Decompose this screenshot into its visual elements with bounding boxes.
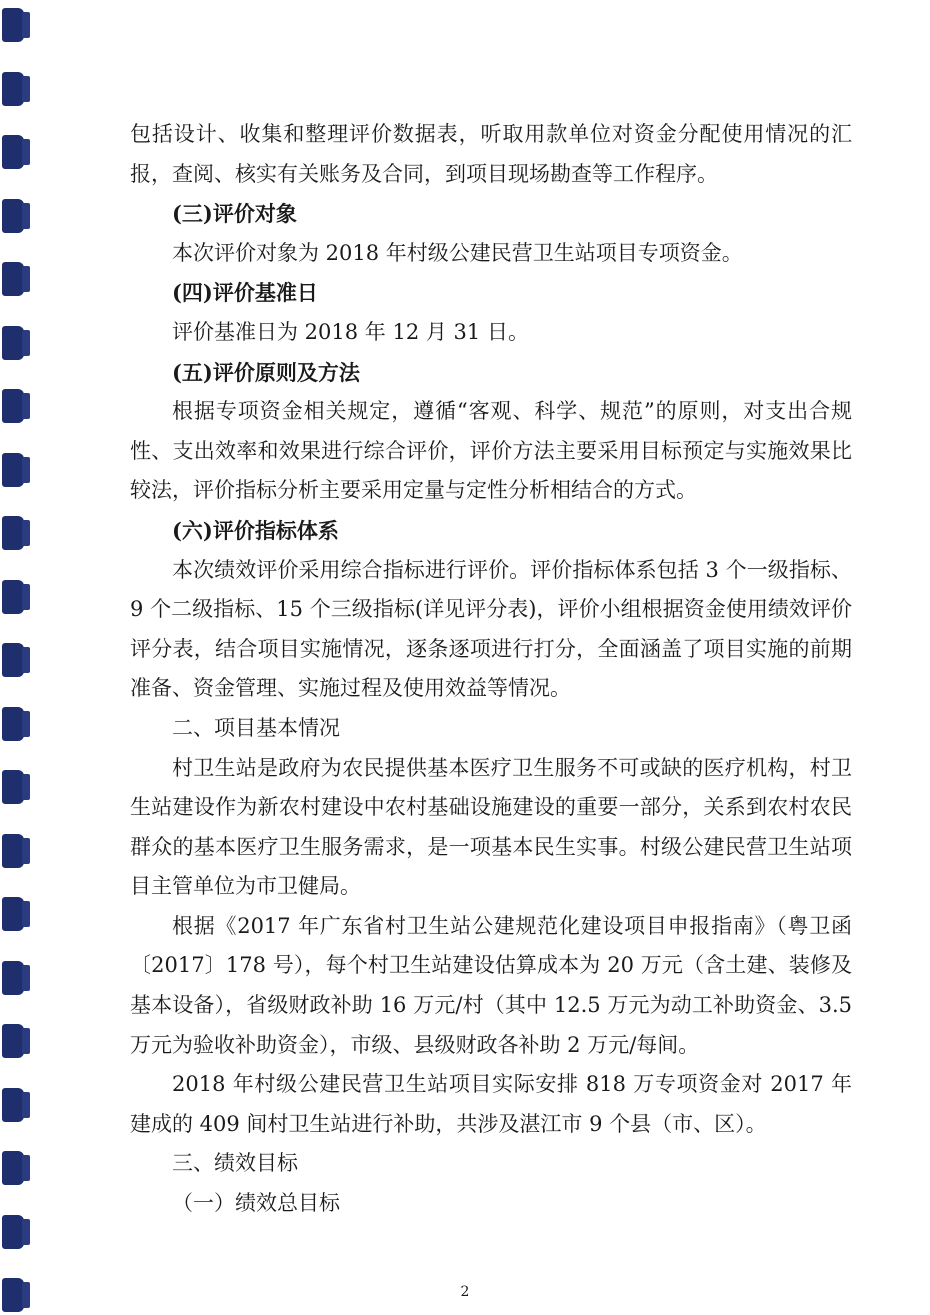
binding-ring xyxy=(2,770,24,804)
paragraph: 村卫生站是政府为农民提供基本医疗卫生服务不可或缺的医疗机构，村卫生站建设作为新农村建设中农村基础设施建设的重要一部分，关系到农村农民群众的基本医疗卫生服务需求，是一项基本民生实事。村级公建民营卫生站项目主管单位为市卫健局。 xyxy=(130,755,852,899)
binding-ring xyxy=(2,1151,24,1185)
binding-ring xyxy=(2,8,24,42)
section-heading-indicator-system: (六)评价指标体系 xyxy=(172,517,339,543)
binding-ring xyxy=(2,199,24,233)
binding-ring xyxy=(2,262,24,296)
section-heading-principles-methods: (五)评价原则及方法 xyxy=(172,359,360,385)
paragraph: 根据专项资金相关规定，遵循“客观、科学、规范”的原则，对支出合规性、支出效率和效果进行综合评价，评价方法主要采用目标预定与实施效果比较法，评价指标分析主要采用定量与定性分析相结合的方式。 xyxy=(130,399,852,503)
binding-ring xyxy=(2,72,24,106)
binding-ring xyxy=(2,1088,24,1122)
binding-ring xyxy=(2,516,24,550)
binding-ring xyxy=(2,580,24,614)
section-heading-evaluation-object: (三)评价对象 xyxy=(172,201,297,227)
binding-ring xyxy=(2,897,24,931)
paragraph: 评价基准日为 2018 年 12 月 31 日。 xyxy=(172,319,529,344)
section-heading-overall-goal: （一）绩效总目标 xyxy=(172,1191,340,1216)
section-heading-reference-date: (四)评价基准日 xyxy=(172,280,318,306)
paragraph-continued: 包括设计、收集和整理评价数据表，听取用款单位对资金分配使用情况的汇报，查阅、核实有关账务及合同，到项目现场勘查等工作程序。 xyxy=(130,122,852,186)
binding-ring xyxy=(2,389,24,423)
binding-rings xyxy=(0,0,36,1315)
paragraph: 2018 年村级公建民营卫生站项目实际安排 818 万专项资金对 2017 年建成的 409 间村卫生站进行补助，共涉及湛江市 9 个县（市、区）。 xyxy=(130,1072,852,1136)
binding-ring xyxy=(2,135,24,169)
binding-ring xyxy=(2,1024,24,1058)
binding-ring xyxy=(2,1215,24,1249)
page-number: 2 xyxy=(460,1284,470,1300)
document-body xyxy=(130,115,852,1224)
binding-ring xyxy=(2,834,24,868)
paragraph: 根据《2017 年广东省村卫生站公建规范化建设项目申报指南》（粤卫函〔2017〕178 号），每个村卫生站建设估算成本为 20 万元（含土建、装修及基本设备），省级财政补助 16 万元/村（其中 12.5 万元为动工补助资金、3.5 万元为验收补助资金），市级、县级财政各补助 2 万元/每间。 xyxy=(130,913,852,1057)
paragraph: 本次评价对象为 2018 年村级公建民营卫生站项目专项资金。 xyxy=(172,240,743,265)
chapter-heading-project-basics: 二、项目基本情况 xyxy=(172,715,340,740)
binding-ring xyxy=(2,961,24,995)
paragraph: 本次绩效评价采用综合指标进行评价。评价指标体系包括 3 个一级指标、9 个二级指标、15 个三级指标(详见评分表)，评价小组根据资金使用绩效评价评分表，结合项目实施情况，逐条逐项进行打分，全面涵盖了项目实施的前期准备、资金管理、实施过程及使用效益等情况。 xyxy=(130,557,852,701)
binding-ring xyxy=(2,707,24,741)
binding-ring xyxy=(2,643,24,677)
binding-ring xyxy=(2,453,24,487)
chapter-heading-performance-goals: 三、绩效目标 xyxy=(172,1151,298,1176)
binding-ring xyxy=(2,326,24,360)
